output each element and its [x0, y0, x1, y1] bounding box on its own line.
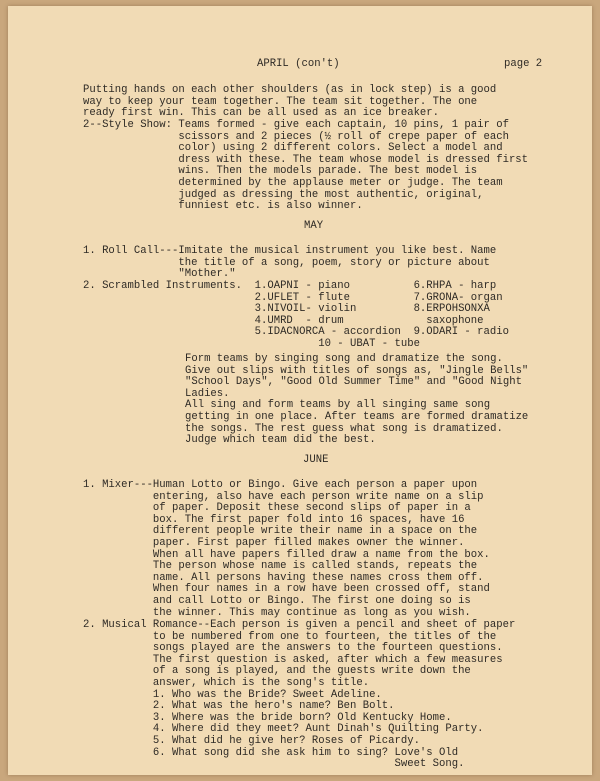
text-line: The person whose name is called stands, repeats the — [83, 560, 478, 573]
text-line: name. All persons having these names cross them off. — [83, 571, 484, 584]
text-line: 6. What song did she ask him to sing? Love's Old — [83, 746, 459, 759]
roll-call-item — [83, 246, 496, 281]
text-line: 2. Scrambled Instruments. 1.OAPNI - piano 6.RHPA - harp — [83, 280, 497, 292]
text-line: and call Lotto or Bingo. The first one doing so is — [83, 594, 471, 607]
text-line: 2--Style Show: Teams formed - give each captain, 10 pins, 1 pair of — [83, 119, 509, 131]
text-line: 10 - UBAT - tube — [83, 337, 420, 350]
text-line: 4.UMRD - drum saxophone — [83, 314, 484, 327]
text-line: dress with these. The team whose model is dressed first — [83, 153, 529, 166]
text-line: 5.IDACNORCA - accordion 9.ODARI - radio — [83, 326, 509, 339]
style-show-item — [83, 120, 528, 213]
text-line: judged as dressing the most authentic, original, — [83, 188, 484, 201]
text-line: entering, also have each person write name on a slip — [83, 490, 484, 503]
text-line: 5. What did he give her? Roses of Picardy. — [83, 734, 420, 747]
text-line: different people write their name in a space on the — [83, 525, 478, 538]
text-line: 3.NIVOIL- violin 8.ERPOHSONXA — [83, 303, 490, 316]
text-line: of paper. Deposit these second slips of paper in a — [83, 502, 471, 515]
text-line: Form teams by singing song and dramatize the song. — [185, 353, 503, 365]
text-line: Ladies. — [185, 387, 230, 400]
section-heading-may: MAY — [304, 220, 324, 232]
text-line: scissors and 2 pieces (½ roll of crepe paper of each — [83, 130, 509, 143]
text-line: color) using 2 different colors. Select a model and — [83, 142, 503, 155]
text-line: the title of a song, poem, story or picture about — [83, 256, 490, 269]
text-line: Give out slips with titles of songs as, "Jingle Bells" — [185, 364, 529, 377]
text-line: 2.UFLET - flute 7.GRONA- organ — [83, 291, 503, 304]
text-line: When all have papers filled draw a name from the box. — [83, 548, 490, 561]
text-line: 1. Mixer---Human Lotto or Bingo. Give each person a paper upon — [83, 479, 478, 491]
text-line: Judge which team did the best. — [185, 434, 376, 447]
text-line: way to keep your team together. The team sit together. The one — [83, 95, 478, 108]
text-line: funniest etc. is also winner. — [83, 200, 363, 213]
text-line: ready first win. This can be all used as an ice breaker. — [83, 107, 440, 120]
text-line: 1. Roll Call---Imitate the musical instrument you like best. Name — [83, 245, 497, 257]
april-intro — [83, 85, 496, 120]
page-header-title: APRIL (con't) — [257, 58, 340, 70]
text-line: answer, which is the song's title. — [83, 676, 370, 689]
text-line: the songs. The rest guess what song is dramatized. — [185, 422, 503, 435]
text-line: the winner. This may continue as long as you wish. — [83, 606, 471, 619]
text-line: 2. Musical Romance--Each person is given a pencil and sheet of paper — [83, 619, 516, 631]
text-line: Putting hands on each other shoulders (as in lock step) is a good — [83, 84, 497, 96]
text-line: "Mother." — [83, 268, 236, 281]
text-line: of a song is played, and the guests write down the — [83, 665, 471, 678]
text-line: 4. Where did they meet? Aunt Dinah's Quilting Party. — [83, 723, 484, 736]
text-line: 3. Where was the bride born? Old Kentucky Home. — [83, 711, 452, 724]
text-line: 1. Who was the Bride? Sweet Adeline. — [83, 688, 382, 701]
form-teams-paragraph — [185, 354, 528, 447]
text-line: When four names in a row have been crossed off, stand — [83, 583, 490, 596]
page-number: page 2 — [504, 58, 543, 70]
document-page — [8, 6, 592, 775]
text-line: All sing and form teams by all singing same song — [185, 399, 491, 412]
text-line: "School Days", "Good Old Summer Time" and "Good Night — [185, 376, 522, 389]
section-heading-june: JUNE — [303, 454, 329, 466]
musical-romance-item — [83, 620, 515, 771]
text-line: The first question is asked, after which a few measures — [83, 653, 503, 666]
text-line: paper. First paper filled makes owner the winner. — [83, 536, 465, 549]
text-line: songs played are the answers to the fourteen questions. — [83, 642, 503, 655]
text-line: box. The first paper fold into 16 spaces, have 16 — [83, 513, 465, 526]
text-line: Sweet Song. — [83, 758, 465, 771]
text-line: to be numbered from one to fourteen, the titles of the — [83, 630, 497, 643]
text-line: getting in one place. After teams are formed dramatize — [185, 410, 529, 423]
scrambled-instruments-item — [83, 281, 509, 351]
mixer-item — [83, 480, 490, 619]
text-line: wins. Then the models parade. The best model is — [83, 165, 478, 178]
text-line: 2. What was the hero's name? Ben Bolt. — [83, 700, 395, 713]
text-line: determined by the applause meter or judge. The team — [83, 176, 503, 189]
